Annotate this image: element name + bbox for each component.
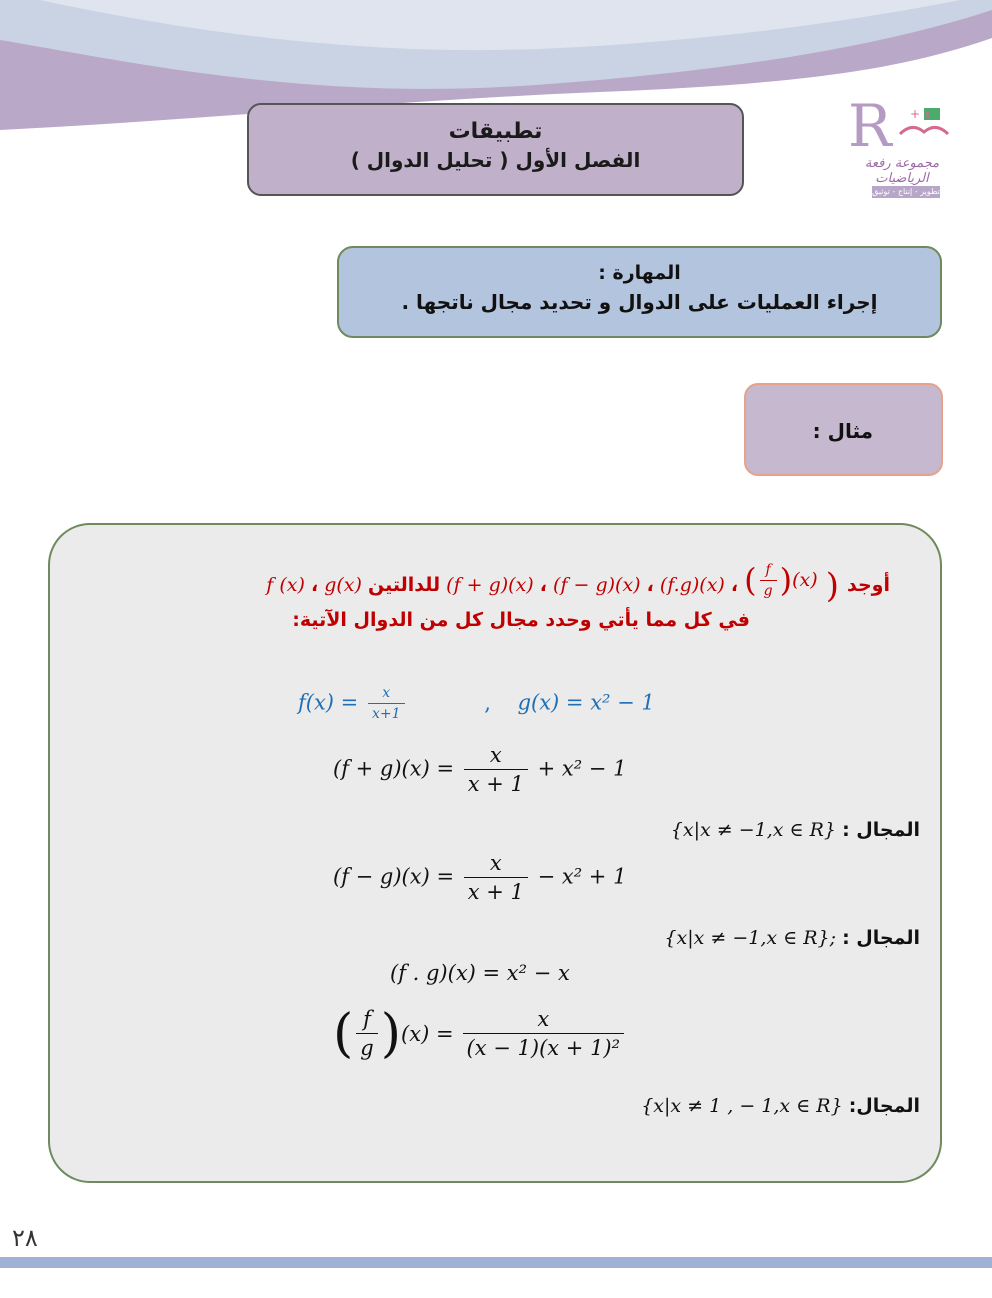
quotient-g: g [356,1033,377,1060]
skill-label: المهارة : [598,262,681,284]
separator-1: ، [730,574,739,596]
problem-difference: (f − g)(x) [553,574,641,596]
domain-line-1 [671,819,920,841]
f-definition-fraction [368,685,405,722]
sum-denominator: x + 1 [464,769,528,796]
f-letter: f [765,561,771,578]
sum-fraction [464,743,528,796]
problem-sum: (f + g)(x) [446,574,534,596]
quotient-fraction-main [463,1007,625,1060]
g-definition: g(x) = x² − 1 [517,690,655,715]
difference-equation [333,851,626,904]
f-denominator: x+1 [368,703,405,722]
example-box [744,383,943,476]
problem-product: (f.g)(x) [659,574,725,596]
separator-3: ، [539,574,547,596]
problem-line-2: في كل مما يأتي وحدد مجال كل من الدوال الآتية: [292,609,750,631]
quotient-numerator: x [537,1007,550,1031]
find-word: أوجد [847,574,890,596]
example-content-box [48,523,942,1183]
quotient-fraction: ( [825,565,839,606]
chapter-title: الفصل الأول ( تحليل الدوال ) [350,148,641,172]
logo-tagline: تطوير - إنتاج - توثيق [872,187,940,196]
domain-line-2 [664,927,920,949]
sum-numerator: x [489,743,502,767]
g-letter: g [760,580,777,599]
domain-value-2: {x|x ≠ −1,x ∈ R}; [664,927,837,949]
logo-caption: مجموعة رفعة الرياضيات [864,156,940,186]
sum-equation [333,743,626,796]
x-arg: (x) [792,569,818,591]
sum-rest: + x² − 1 [537,756,627,781]
domain-label-2: المجال : [842,927,920,949]
quotient-denominator: (x − 1)(x + 1)² [463,1033,625,1060]
problem-line-1 [266,561,890,606]
product-equation: (f . g)(x) = x² − x [390,961,570,985]
svg-text:+ x: + x [910,107,931,121]
domain-label-1: المجال : [842,819,920,841]
problem-f: f (x) [266,574,305,596]
page-number: ٢٨ [12,1224,38,1252]
right-paren: ) [380,1003,402,1064]
f-definition-lhs: f(x) = [298,690,359,715]
separator-2: ، [646,574,654,596]
logo [842,92,962,210]
f-over-g-small [760,562,777,599]
page-title: تطبيقات [448,119,543,144]
f-numerator: x [382,685,391,701]
quotient-equation [333,1003,627,1064]
domain-line-3 [641,1095,920,1117]
problem-g: g(x) [324,574,362,596]
domain-value-3: {x|x ≠ 1 , − 1,x ∈ R} [641,1095,843,1117]
domain-label-3: المجال: [848,1095,920,1117]
quotient-mid: (x) = [401,1021,454,1046]
given-comma: , [484,690,491,715]
for-functions-word: للدالتين [367,574,441,596]
problem-quotient: ( $\frac{f}{g}$ ) (x) [744,561,818,599]
given-functions [298,685,655,722]
f-over-g [356,1007,377,1060]
logo-letter: R [848,92,892,160]
skill-box [337,246,942,338]
domain-value-1: {x|x ≠ −1,x ∈ R} [670,819,837,841]
example-label: مثال : [812,419,873,443]
quotient-f: f [363,1007,371,1031]
difference-denominator: x + 1 [464,877,528,904]
footer-bar [0,1257,992,1268]
title-box [247,103,744,196]
difference-fraction [464,851,528,904]
sum-lhs: (f + g)(x) = [333,756,455,781]
skill-text: إجراء العمليات على الدوال و تحديد مجال ناتجها . [401,290,878,314]
separator-4: ، [310,574,319,596]
book-icon [894,104,954,144]
left-paren: ( [333,1003,354,1064]
difference-lhs: (f − g)(x) = [333,864,455,889]
difference-numerator: x [489,851,502,875]
difference-rest: − x² + 1 [537,864,627,889]
